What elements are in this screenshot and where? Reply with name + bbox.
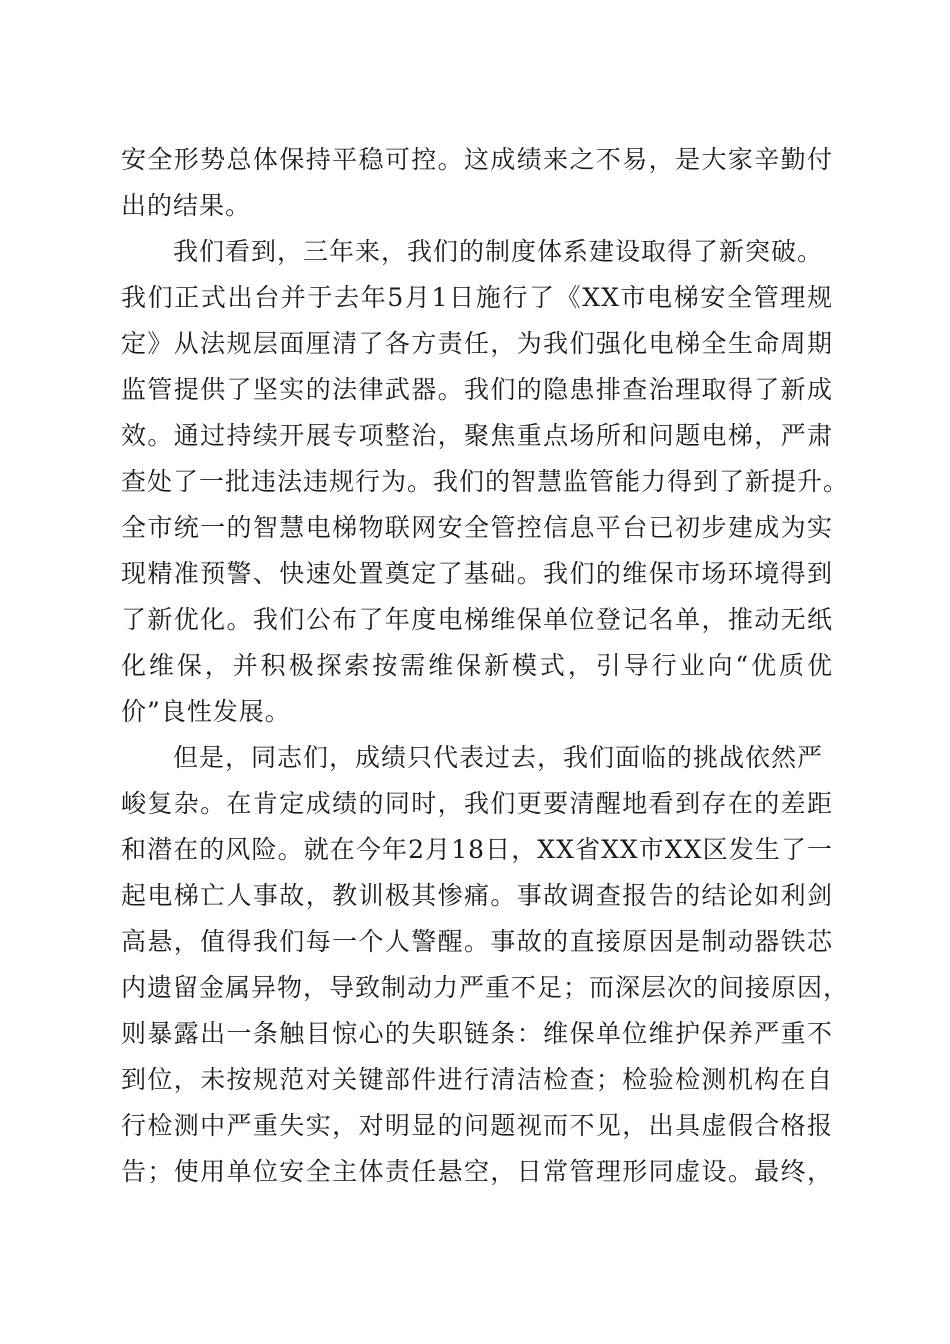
paragraph-3-line-8: 到位，未按规范对关键部件进行清洁检查；检验检测机构在自 xyxy=(121,1065,833,1094)
paragraph-3-line-6: 内遗留金属异物，导致制动力严重不足；而深层次的间接原因， xyxy=(121,973,850,1002)
paragraph-3-line-2: 峻复杂。在肯定成绩的同时，我们更要清醒地看到存在的差距 xyxy=(121,789,833,818)
paragraph-2-line-6: 查处了一批违法违规行为。我们的智慧监管能力得到了新提升。 xyxy=(121,467,850,496)
paragraph-3-line-9: 行检测中严重失实，对明显的问题视而不见，出具虚假合格报 xyxy=(121,1111,833,1140)
document-body xyxy=(121,137,850,1195)
paragraph-3-line-1: 但是，同志们，成绩只代表过去，我们面临的挑战依然严 xyxy=(173,743,824,772)
paragraph-2-line-1: 我们看到，三年来，我们的制度体系建设取得了新突破。 xyxy=(173,237,824,266)
paragraph-2-line-4: 监管提供了坚实的法律武器。我们的隐患排查治理取得了新成 xyxy=(121,375,833,404)
paragraph-2-line-10: 化维保，并积极探索按需维保新模式，引导行业向“优质优 xyxy=(121,651,833,680)
paragraph-2-line-5: 效。通过持续开展专项整治，聚焦重点场所和问题电梯，严肃 xyxy=(121,421,833,450)
paragraph-3-line-3: 和潜在的风险。就在今年2月18日，XX省XX市XX区发生了一 xyxy=(121,835,833,864)
paragraph-1-line-1: 安全形势总体保持平稳可控。这成绩来之不易，是大家辛勤付 xyxy=(121,145,833,174)
paragraph-3-line-7: 则暴露出一条触目惊心的失职链条：维保单位维护保养严重不 xyxy=(121,1019,833,1048)
paragraph-3-line-10: 告；使用单位安全主体责任悬空，日常管理形同虚设。最终， xyxy=(121,1157,833,1186)
paragraph-3-line-5: 高悬，值得我们每一个人警醒。事故的直接原因是制动器铁芯 xyxy=(121,927,833,956)
paragraph-2-line-3: 定》从法规层面厘清了各方责任，为我们强化电梯全生命周期 xyxy=(121,329,833,358)
paragraph-2-line-2: 我们正式出台并于去年5月1日施行了《XX市电梯安全管理规 xyxy=(121,283,833,312)
paragraph-1-line-2: 出的结果。 xyxy=(121,191,252,220)
paragraph-2-line-7: 全市统一的智慧电梯物联网安全管控信息平台已初步建成为实 xyxy=(121,513,833,542)
paragraph-2-line-11: 价”良性发展。 xyxy=(121,697,291,726)
paragraph-3-line-4: 起电梯亡人事故，教训极其惨痛。事故调查报告的结论如利剑 xyxy=(121,881,833,910)
paragraph-2-line-8: 现精准预警、快速处置奠定了基础。我们的维保市场环境得到 xyxy=(121,559,833,588)
paragraph-2-line-9: 了新优化。我们公布了年度电梯维保单位登记名单，推动无纸 xyxy=(121,605,833,634)
